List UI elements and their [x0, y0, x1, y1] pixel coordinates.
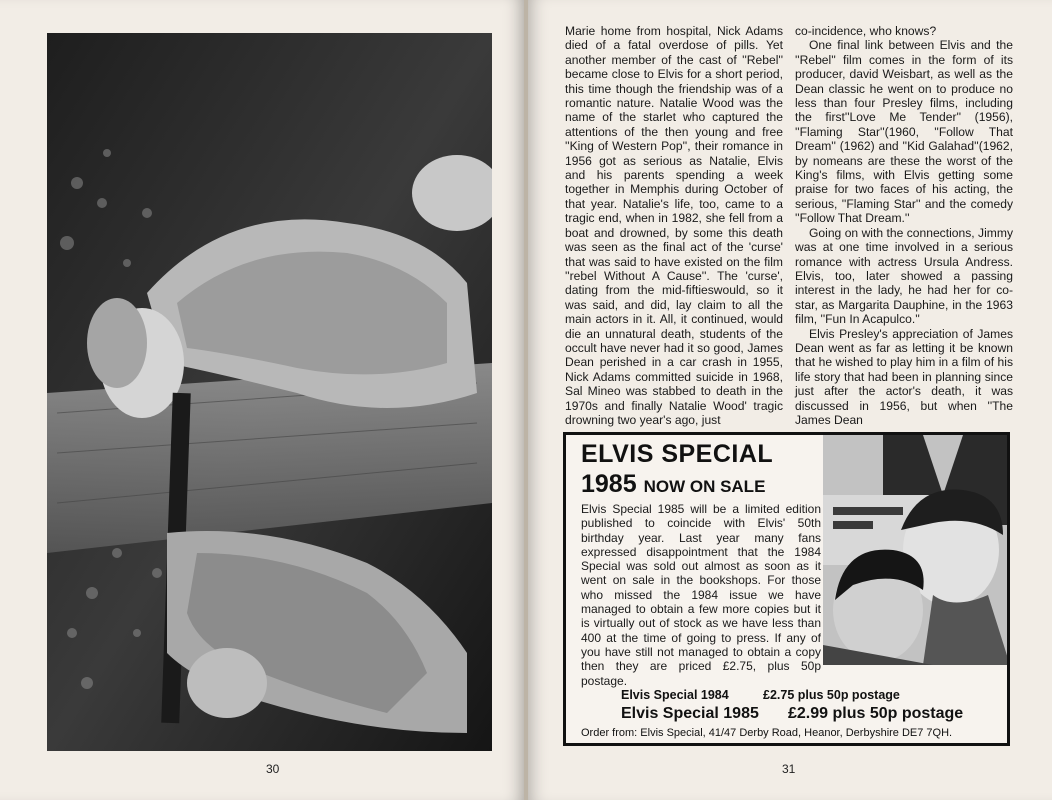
left-page — [0, 0, 524, 800]
article-column-1 — [565, 24, 783, 427]
article-paragraph: Going on with the connections, Jimmy was at one time involved in a serious romance with actress Ursula Andress. Elvis, too, later showed a passing interest in the lady, he had her for co-star, as Margarita Dauphine, in the 1963 film, ''Fun In Acapulco.'' — [795, 225, 1013, 327]
article-paragraph: One final link between Elvis and the ''Rebel'' film comes in the form of its producer, david Weisbart, as well as the Dean classic he went on to produce no less than four Presley films, including the first''Love Me Tender'' (1956), ''Flaming Star''(1960, ''Follow That Dream'' (1962) and ''Kid Galahad''(1962, by nomeans are these the worst of the King's films, with Elvis getting some praise for two faces of his acting, the serious, ''Flaming Star'' and the comedy ''Follow That Dream.'' — [795, 38, 1013, 226]
price-row-1985 — [621, 705, 963, 723]
article-column-2 — [795, 24, 1013, 427]
order-address: Order from: Elvis Special, 41/47 Derby Road, Heanor, Derbyshire DE7 7QH. — [581, 727, 953, 739]
advert-sale-label: NOW ON SALE — [643, 477, 766, 496]
advert-year: 1985 — [581, 470, 637, 498]
price-row-1984 — [621, 688, 900, 702]
article-paragraph: co-incidence, who knows? — [795, 24, 937, 38]
soldier-photo-illustration — [47, 33, 492, 751]
advert-body: Elvis Special 1985 will be a limited edition published to coincide with Elvis' 50th birthday year. Last year many fans expressed disappointment that the 1984 Special was sold out almost as soon as it went on sale in the bookshops. For those who missed the 1984 issue we have managed to obtain a few more copies but it is virtually out of stock as we have less than 400 at the time of going to press. If any of you have still not managed to obtain a copy then they are priced £2.75, plus 50p postage. — [581, 502, 821, 688]
price-item-price: £2.75 plus 50p postage — [763, 688, 900, 702]
advert-title: ELVIS SPECIAL — [581, 440, 774, 468]
price-item-price: £2.99 plus 50p postage — [788, 705, 964, 722]
price-item-name: Elvis Special 1985 — [621, 705, 759, 722]
article-paragraph: Elvis Presley's appreciation of James Dean went as far as letting it be known that he wished to play him in a film of his life story that had been in planning since just after the actor's death, it was discussed in 1956, but when ''The James Dean — [795, 326, 1013, 427]
price-item-name: Elvis Special 1984 — [621, 688, 729, 702]
magazine-cover-illustration — [823, 435, 1010, 665]
elvis-special-advert — [563, 432, 1010, 746]
soldier-photo — [47, 33, 492, 751]
page-number-left: 30 — [266, 762, 280, 776]
page-number-right: 31 — [782, 762, 796, 776]
article-paragraph: Marie home from hospital, Nick Adams died of a fatal overdose of pills. Yet another member of the cast of ''Rebel'' became close to Elvis for a short period, this time though the friendship was of a romantic nature. Natalie Wood was the name of the starlet who captured the attentions of the then young and free ''King of Western Pop'', their romance in 1956 got as serious as Natalie, Elvis and his parents spending a week together in Memphis during October of that year. Natalie's life, too, came to a tragic end, when in 1982, she fell from a boat and drowned, by some this death was seen as the final act of the 'curse' that was said to have existed on the film ''rebel Without A Cause''. The 'curse', dating from the mid-fiftieswould, so it was said, and did, lay claim to all the main actors in it. All, it continued, would die an unnatural death, students of the occult have never had it so good, James Dean perished in a car crash in 1955, Nick Adams committed suicide in 1968, Sal Mineo was stabbed to death in the 1970s and finally Natalie Wood' tragic drowning two year's ago, just — [565, 24, 783, 427]
advert-subtitle — [581, 470, 765, 501]
magazine-cover-image — [823, 435, 1010, 665]
